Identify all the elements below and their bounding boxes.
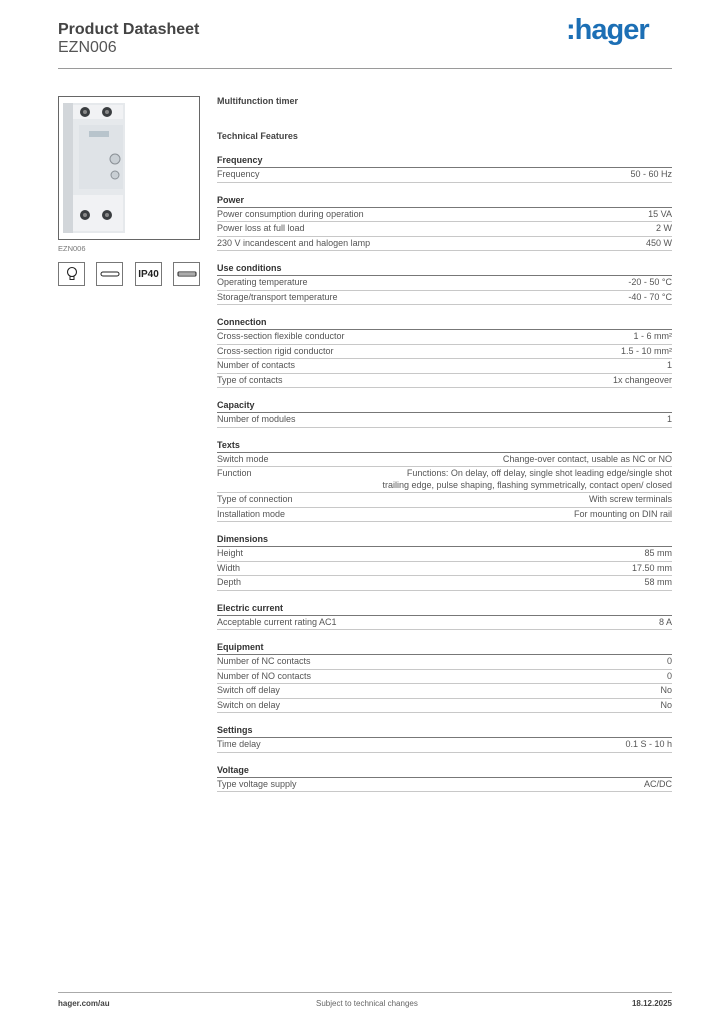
technical-features-heading: Technical Features: [217, 131, 298, 141]
spec-row: [217, 374, 672, 389]
section-title: Capacity: [217, 399, 672, 413]
spec-value: 15 VA: [648, 208, 672, 219]
spec-label: Switch on delay: [217, 699, 281, 710]
spec-value: 1 - 6 mm²: [633, 331, 672, 341]
spec-value: 0.1 S - 10 h: [625, 739, 672, 749]
product-name: Multifunction timer: [217, 96, 298, 106]
spec-value: 0: [666, 670, 672, 681]
spec-row: [217, 778, 672, 793]
spec-row: [217, 291, 672, 306]
lamp-icon: [58, 262, 85, 286]
section-title: Use conditions: [217, 262, 672, 276]
spec-row: [217, 699, 672, 714]
spec-label: Storage/transport temperature: [217, 291, 338, 302]
spec-value: No: [660, 685, 672, 695]
spec-label: Power consumption during operation: [217, 208, 364, 219]
spec-label: Height: [217, 548, 244, 558]
spec-label: Function: [217, 468, 252, 478]
spec-label: Number of contacts: [217, 360, 296, 370]
spec-value: Change-over contact, usable as NC or NO: [502, 453, 672, 464]
page-title: Product Datasheet: [58, 21, 200, 38]
hager-logo: :hager: [566, 14, 649, 46]
technical-content: [217, 94, 672, 792]
product-code: EZN006: [58, 39, 117, 56]
spec-label: 230 V incandescent and halogen lamp: [217, 237, 371, 248]
spec-label: Number of NC contacts: [217, 656, 311, 666]
spec-label: Switch mode: [217, 453, 269, 464]
spec-row: [217, 276, 672, 291]
spec-row: [217, 576, 672, 591]
spec-label: Number of NO contacts: [217, 670, 312, 681]
spec-value: 58 mm: [644, 577, 672, 587]
spec-value: 8 A: [658, 616, 672, 627]
spec-value: 0: [666, 656, 672, 666]
spec-row: [217, 345, 672, 360]
ip-rating-label: IP40: [138, 268, 159, 280]
spec-label: Type of contacts: [217, 374, 283, 385]
ip-rating-badge: [135, 262, 162, 286]
spec-value: 85 mm: [644, 548, 672, 558]
spec-row: [217, 655, 672, 670]
section-title: Dimensions: [217, 533, 672, 547]
spec-value: 50 - 60 Hz: [630, 169, 672, 179]
section-title: Connection: [217, 316, 672, 330]
spec-value: 1x changeover: [612, 374, 672, 385]
spec-value: With screw terminals: [588, 494, 672, 504]
section-title: Electric current: [217, 602, 672, 616]
spec-value: No: [660, 699, 672, 710]
section-title: Texts: [217, 439, 672, 453]
spec-value: AC/DC: [643, 778, 672, 789]
spec-label: Type of connection: [217, 494, 293, 504]
spec-label: Cross-section flexible conductor: [217, 331, 345, 341]
spec-value: -20 - 50 °C: [628, 277, 672, 287]
spec-label: Time delay: [217, 739, 261, 749]
spec-value: 1: [666, 414, 672, 424]
spec-label: Power loss at full load: [217, 223, 305, 233]
spec-label: Acceptable current rating AC1: [217, 616, 337, 627]
spec-value: 2 W: [655, 223, 672, 233]
spec-row: [217, 222, 672, 237]
footer-date: 18.12.2025: [631, 999, 672, 1008]
spec-value: -40 - 70 °C: [628, 291, 672, 302]
spec-value: 450 W: [645, 237, 672, 248]
footer: [58, 992, 672, 1008]
spec-label: Width: [217, 562, 241, 573]
spec-label: Installation mode: [217, 508, 286, 519]
spec-row: [217, 493, 672, 508]
spec-value: Functions: On delay, off delay, single shot leading edge/single shot trailing edge, pulse shaping, flashing symmetrically, contact open/ closed: [382, 468, 672, 490]
footer-website[interactable]: hager.com/au: [58, 999, 110, 1008]
spec-row: [217, 453, 672, 468]
section-title: Frequency: [217, 154, 672, 168]
spec-label: Type voltage supply: [217, 778, 297, 789]
section-title: Power: [217, 194, 672, 208]
spec-row: [217, 330, 672, 345]
spec-value: For mounting on DIN rail: [573, 508, 672, 519]
product-image: [58, 96, 200, 240]
spec-row: [217, 684, 672, 699]
spec-row: [217, 208, 672, 223]
spec-row: [217, 467, 672, 493]
spec-label: Operating temperature: [217, 277, 308, 287]
spec-value: 1.5 - 10 mm²: [620, 345, 672, 356]
spec-label: Depth: [217, 577, 242, 587]
footer-note: Subject to technical changes: [316, 999, 418, 1008]
header-divider: [58, 68, 672, 69]
spec-row: [217, 670, 672, 685]
section-title: Voltage: [217, 764, 672, 778]
spec-row: [217, 738, 672, 753]
section-title: Equipment: [217, 641, 672, 655]
spec-row: [217, 616, 672, 631]
spec-label: Switch off delay: [217, 685, 280, 695]
spec-row: [217, 547, 672, 562]
spec-value: 1: [666, 360, 672, 370]
spec-row: [217, 562, 672, 577]
spec-row: [217, 413, 672, 428]
spec-row: [217, 168, 672, 183]
din-rail-icon: [96, 262, 123, 286]
spec-label: Cross-section rigid conductor: [217, 345, 334, 356]
spec-label: Frequency: [217, 169, 260, 179]
spec-value: 17.50 mm: [631, 562, 672, 573]
spec-row: [217, 359, 672, 374]
spec-row: [217, 508, 672, 523]
spec-row: [217, 237, 672, 252]
spec-sections: [217, 154, 672, 792]
section-title: Settings: [217, 724, 672, 738]
timer-module-illustration: [59, 97, 199, 239]
spec-label: Number of modules: [217, 414, 296, 424]
fuse-icon: [173, 262, 200, 286]
image-caption: EZN006: [58, 244, 86, 253]
